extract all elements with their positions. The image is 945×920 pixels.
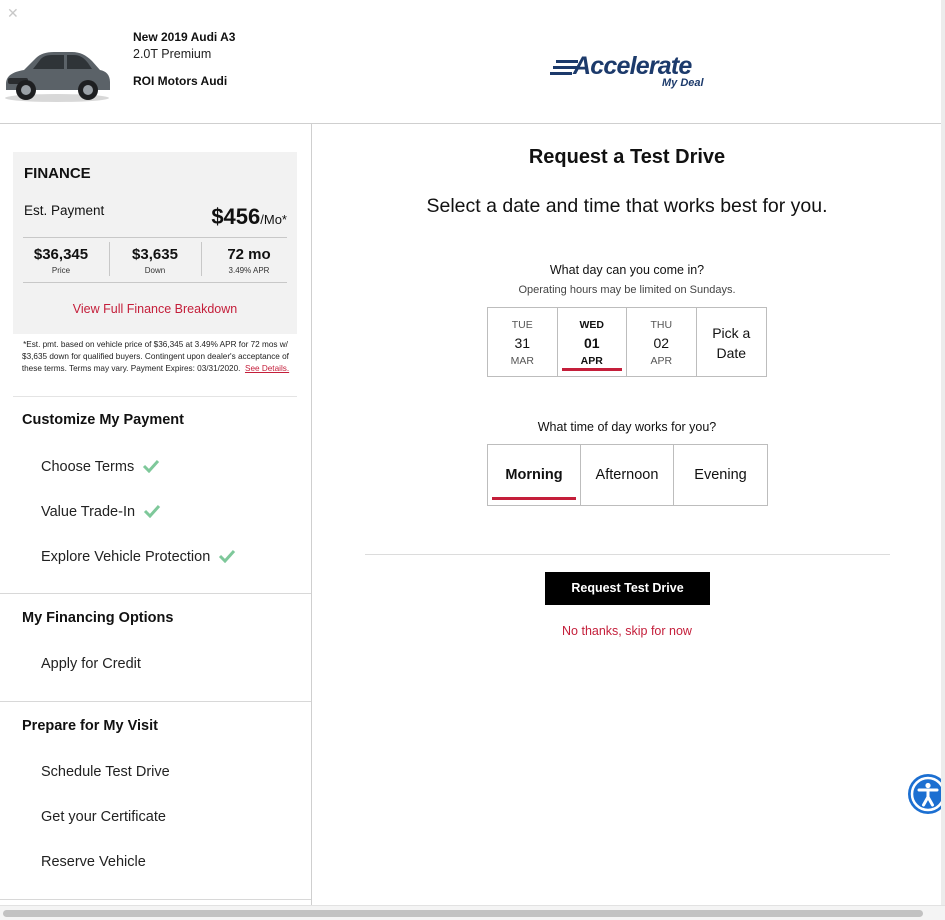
- sidebar-item-choose-terms[interactable]: Choose Terms: [41, 459, 160, 475]
- date-day: 02: [653, 335, 670, 351]
- view-finance-breakdown-link[interactable]: View Full Finance Breakdown: [72, 302, 238, 316]
- sidebar-item-value-trade-in[interactable]: Value Trade-In: [41, 504, 161, 520]
- price-label: Price: [51, 266, 71, 275]
- skip-link[interactable]: No thanks, skip for now: [562, 624, 692, 638]
- header: [0, 0, 945, 124]
- time-option-morning[interactable]: Morning: [488, 445, 581, 505]
- divider: [23, 282, 287, 283]
- sidebar-item-reserve-vehicle[interactable]: Reserve Vehicle: [41, 854, 146, 870]
- main-panel: [312, 124, 945, 905]
- logo-subtext: My Deal: [662, 77, 704, 89]
- time-option-evening[interactable]: Evening: [694, 467, 747, 483]
- page-subtitle: Select a date and time that works best for you.: [426, 195, 828, 217]
- prepare-visit-heading: Prepare for My Visit: [22, 718, 158, 734]
- sidebar-item-apply-for-credit[interactable]: Apply for Credit: [41, 656, 141, 672]
- divider: [201, 242, 202, 276]
- finance-summary: [13, 152, 297, 334]
- divider: [0, 593, 311, 594]
- time-question: What time of day works for you?: [537, 420, 717, 434]
- check-icon: [218, 549, 236, 563]
- date-picker: [487, 307, 767, 377]
- date-day: 31: [514, 335, 531, 351]
- accessibility-icon: [908, 774, 945, 814]
- down-stat: [110, 246, 200, 275]
- est-payment-label: Est. Payment: [24, 203, 105, 218]
- date-month: MAR: [510, 355, 534, 367]
- date-day: 01: [583, 335, 600, 351]
- pick-a-date-button[interactable]: [697, 308, 767, 376]
- divider: [13, 396, 297, 397]
- vehicle-trim: 2.0T Premium: [133, 47, 212, 61]
- pick-date-line1: Pick a: [712, 325, 751, 341]
- check-icon: [143, 504, 161, 518]
- term-stat: [204, 246, 294, 275]
- term-value: 72 mo: [227, 246, 271, 263]
- date-option-thu-02[interactable]: [627, 308, 697, 376]
- vehicle-title: New 2019 Audi A3: [133, 30, 236, 44]
- day-note: Operating hours may be limited on Sundays.: [518, 284, 736, 296]
- est-payment-unit: /Mo*: [260, 212, 287, 227]
- divider: [0, 899, 311, 900]
- sidebar-item-get-certificate[interactable]: Get your Certificate: [41, 809, 166, 825]
- vertical-scrollbar[interactable]: [941, 0, 945, 905]
- date-dow: TUE: [511, 319, 533, 331]
- close-icon[interactable]: ✕: [7, 5, 19, 21]
- divider: [365, 554, 890, 555]
- request-test-drive-button[interactable]: Request Test Drive: [545, 572, 710, 605]
- check-icon: [142, 459, 160, 473]
- customize-payment-heading: Customize My Payment: [22, 412, 184, 428]
- sidebar-item-explore-vehicle-protection[interactable]: Explore Vehicle Protection: [41, 549, 236, 565]
- price-value: $36,345: [33, 246, 89, 263]
- sidebar-item-schedule-test-drive[interactable]: Schedule Test Drive: [41, 764, 170, 780]
- see-details-link[interactable]: See Details.: [244, 363, 290, 373]
- time-option-afternoon[interactable]: Afternoon: [581, 445, 674, 505]
- date-month: APR: [650, 355, 673, 367]
- horizontal-scrollbar[interactable]: [0, 905, 945, 920]
- accessibility-button[interactable]: [908, 774, 945, 814]
- est-payment-value: $456/Mo*: [211, 204, 287, 229]
- term-label: 3.49% APR: [228, 266, 270, 275]
- divider: [23, 237, 287, 238]
- accelerate-logo: [550, 52, 720, 96]
- price-stat: [16, 246, 106, 275]
- date-dow: WED: [579, 319, 604, 331]
- pick-date-line2: Date: [716, 345, 747, 361]
- dealer-name: ROI Motors Audi: [133, 74, 228, 88]
- down-value: $3,635: [132, 246, 178, 263]
- scrollbar-thumb[interactable]: [3, 910, 923, 917]
- financing-options-heading: My Financing Options: [22, 610, 174, 626]
- page-title: Request a Test Drive: [528, 146, 726, 168]
- time-picker: [487, 444, 768, 506]
- sidebar: [0, 124, 312, 905]
- finance-disclaimer: *Est. pmt. based on vehicle price of $36,345 at 3.49% APR for 72 mos w/ $3,635 down for qualified buyers. Contingent upon dealer's acceptance of these terms. Terms may vary. Payment Expires: 03/31/2020. See Details.: [21, 340, 290, 373]
- divider: [0, 701, 311, 702]
- down-label: Down: [144, 266, 166, 275]
- vehicle-image: [2, 40, 112, 104]
- finance-title: FINANCE: [24, 165, 91, 182]
- date-month: APR: [580, 355, 603, 367]
- day-question: What day can you come in?: [549, 263, 705, 277]
- date-option-tue-31[interactable]: [488, 308, 558, 376]
- date-option-wed-01[interactable]: [558, 308, 628, 376]
- logo-text: Accelerate: [573, 52, 692, 80]
- date-dow: THU: [650, 319, 673, 331]
